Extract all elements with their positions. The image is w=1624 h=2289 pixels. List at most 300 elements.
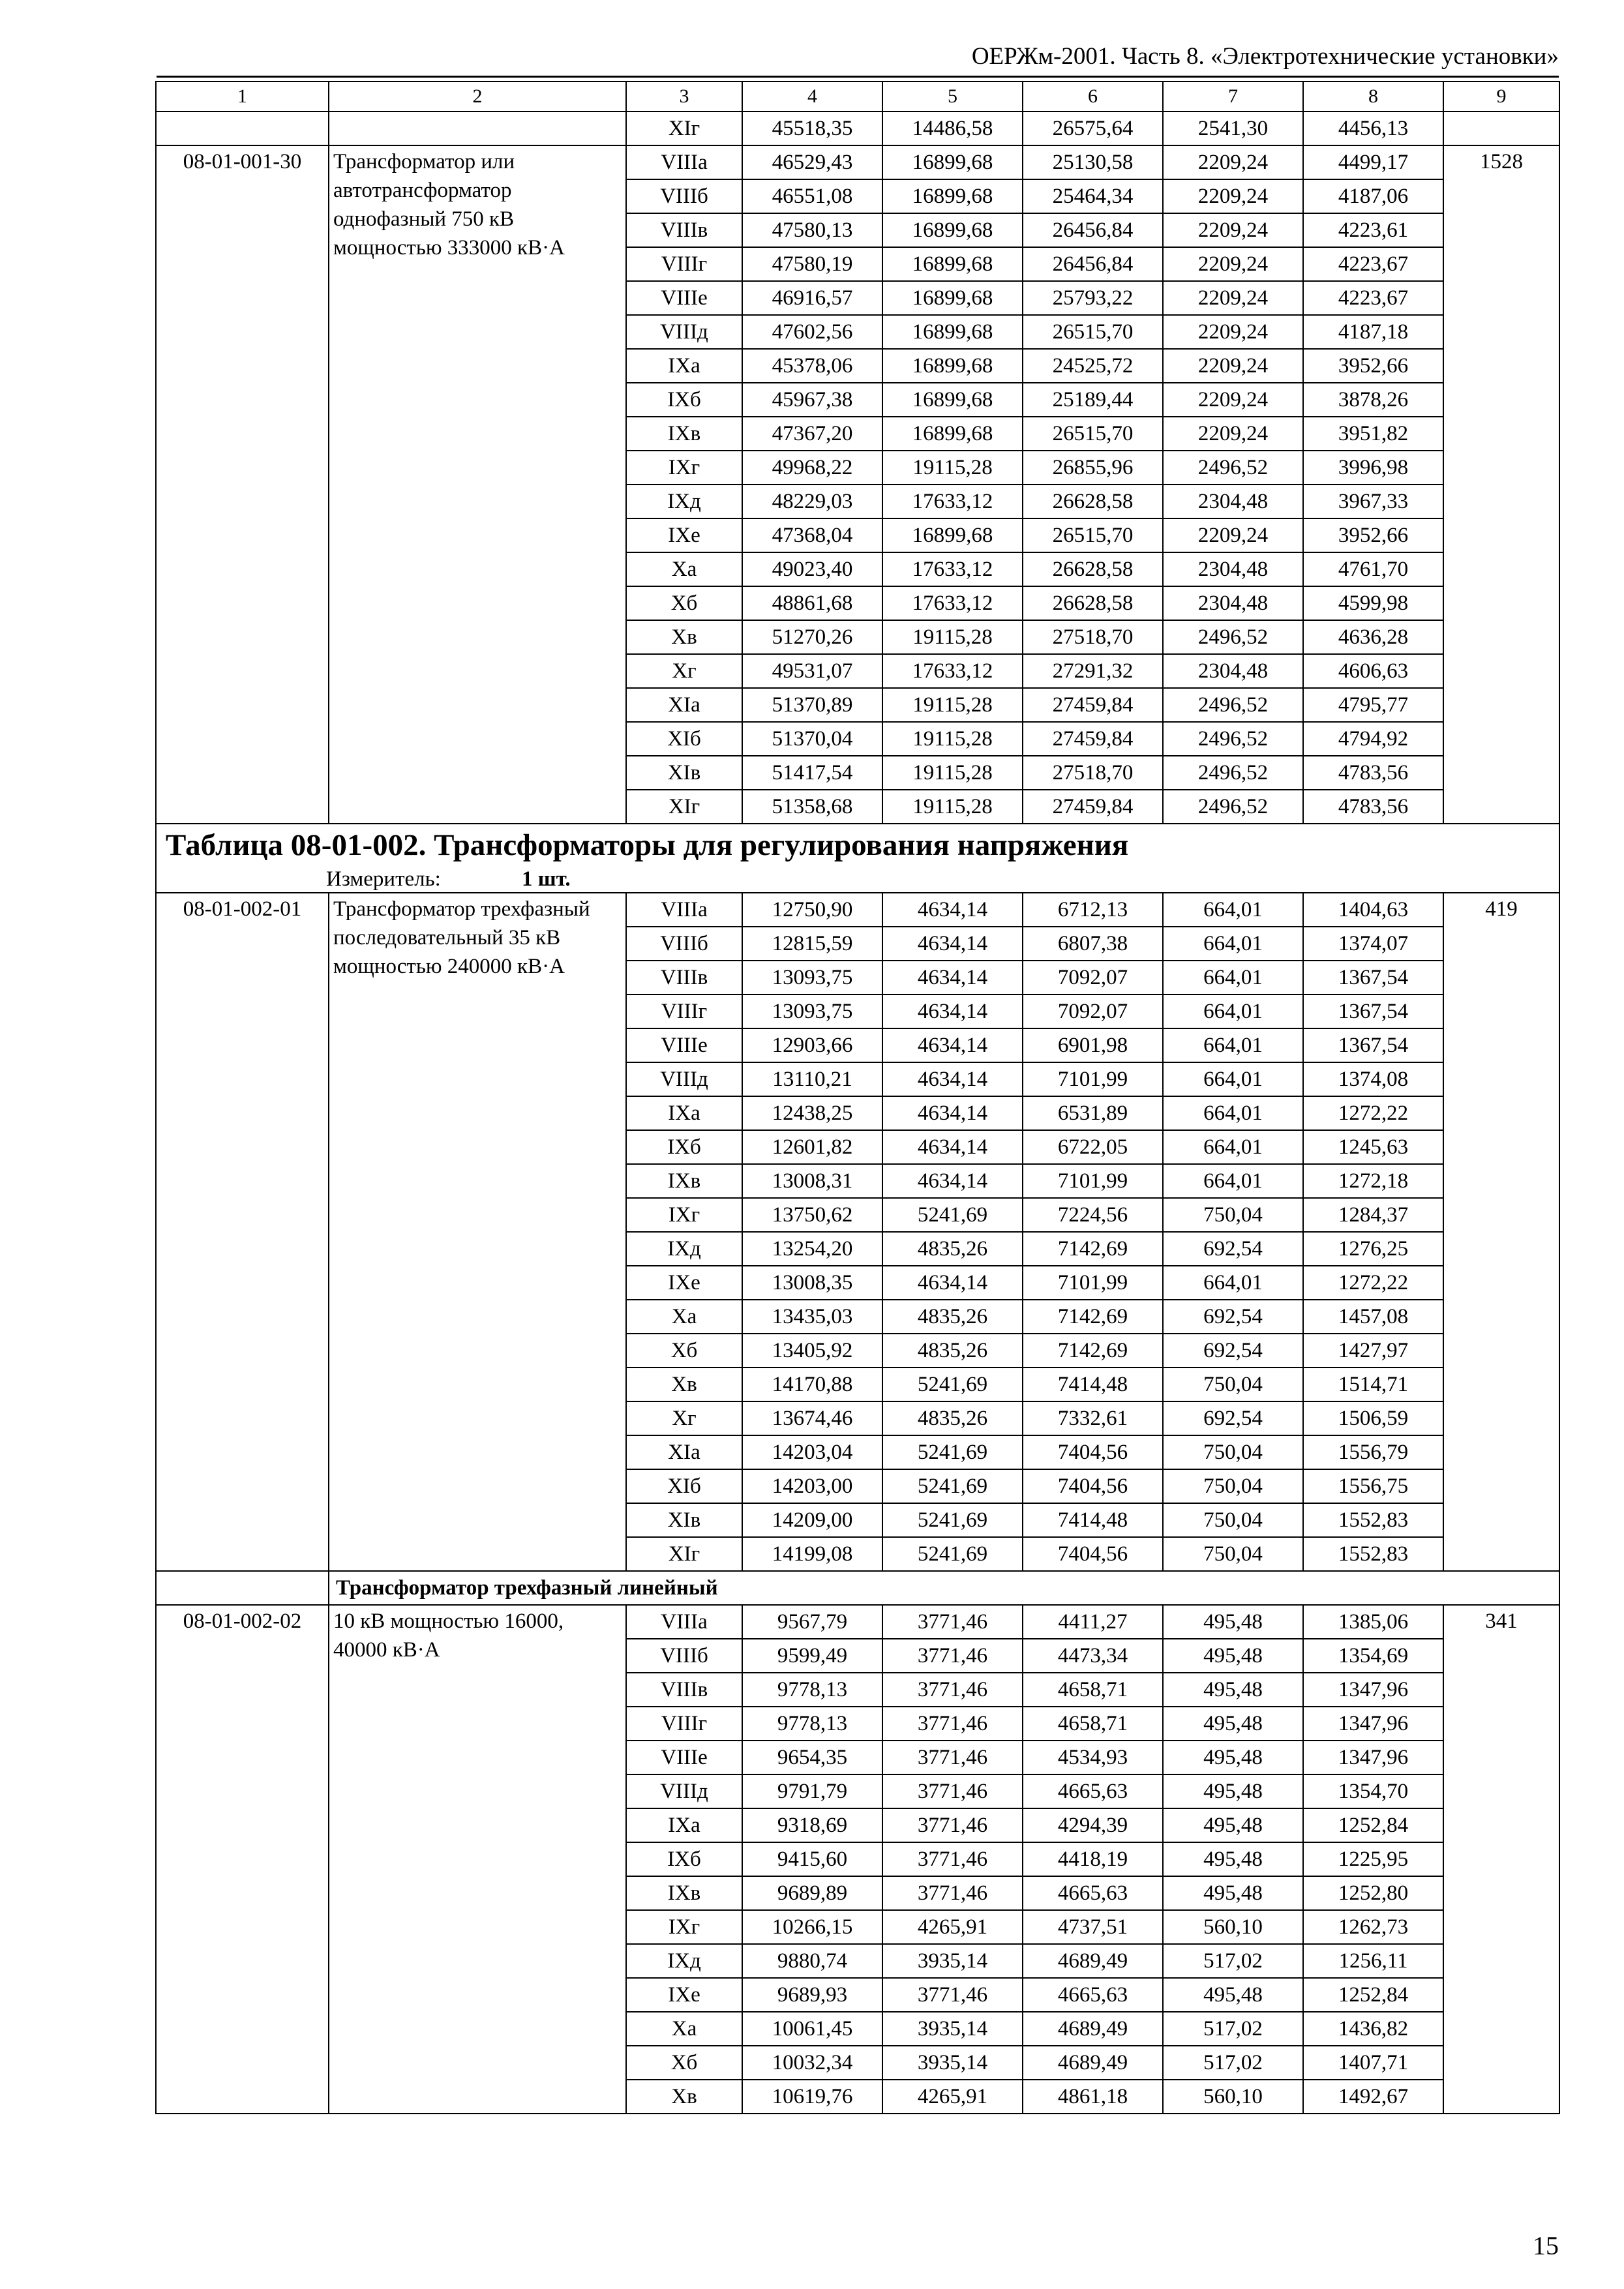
- value-cell: 4223,61: [1303, 213, 1443, 247]
- zone-cell: Xв: [626, 620, 742, 654]
- column-number: 3: [626, 82, 742, 112]
- value-cell: 4689,49: [1023, 2012, 1163, 2046]
- value-cell: 2496,52: [1163, 790, 1303, 824]
- value-cell: 4599,98: [1303, 586, 1443, 620]
- value-cell: 1262,73: [1303, 1910, 1443, 1944]
- zone-cell: VIIIб: [626, 179, 742, 213]
- zone-cell: IXг: [626, 451, 742, 485]
- value-cell: 1252,84: [1303, 1978, 1443, 2012]
- zone-cell: VIIIе: [626, 1028, 742, 1062]
- column-number: 8: [1303, 82, 1443, 112]
- value-cell: 5241,69: [882, 1469, 1023, 1503]
- value-cell: 4783,56: [1303, 756, 1443, 790]
- value-cell: 19115,28: [882, 756, 1023, 790]
- value-cell: 7414,48: [1023, 1368, 1163, 1401]
- value-cell: 1347,96: [1303, 1673, 1443, 1707]
- value-cell: 9689,93: [742, 1978, 882, 2012]
- value-cell: 3771,46: [882, 1639, 1023, 1673]
- value-cell: 13254,20: [742, 1232, 882, 1266]
- value-cell: 10619,76: [742, 2080, 882, 2114]
- value-cell: 1367,54: [1303, 1028, 1443, 1062]
- value-cell: 4223,67: [1303, 247, 1443, 281]
- zone-cell: VIIIд: [626, 1774, 742, 1808]
- zone-cell: IXв: [626, 417, 742, 451]
- value-cell: 664,01: [1163, 1130, 1303, 1164]
- value-cell: 2304,48: [1163, 485, 1303, 518]
- value-cell: 27518,70: [1023, 620, 1163, 654]
- value-cell: 19115,28: [882, 620, 1023, 654]
- value-cell: 4634,14: [882, 1096, 1023, 1130]
- value-cell: 1272,18: [1303, 1164, 1443, 1198]
- value-cell: 17633,12: [882, 485, 1023, 518]
- value-cell: 495,48: [1163, 1707, 1303, 1741]
- value-cell: 6712,13: [1023, 893, 1163, 927]
- value-cell: 3935,14: [882, 1944, 1023, 1978]
- zone-cell: IXа: [626, 1808, 742, 1842]
- value-cell: 692,54: [1163, 1232, 1303, 1266]
- value-cell: 2209,24: [1163, 179, 1303, 213]
- item-code: 08-01-001-30: [156, 145, 329, 824]
- measure-row: [156, 866, 1559, 893]
- value-cell: 1347,96: [1303, 1707, 1443, 1741]
- value-cell: 7414,48: [1023, 1503, 1163, 1537]
- zone-cell: VIIIв: [626, 961, 742, 995]
- value-cell: 7142,69: [1023, 1334, 1163, 1368]
- zone-cell: VIIIг: [626, 995, 742, 1028]
- value-cell: 13008,35: [742, 1266, 882, 1300]
- value-cell: 4783,56: [1303, 790, 1443, 824]
- value-cell: 4658,71: [1023, 1673, 1163, 1707]
- value-cell: 27459,84: [1023, 688, 1163, 722]
- zone-cell: VIIIд: [626, 1062, 742, 1096]
- measure-cell: [156, 866, 1559, 893]
- value-cell: 495,48: [1163, 1741, 1303, 1774]
- value-cell: 7404,56: [1023, 1469, 1163, 1503]
- value-cell: 1272,22: [1303, 1096, 1443, 1130]
- page-number: 15: [1533, 2231, 1559, 2260]
- zone-cell: XIг: [626, 112, 742, 145]
- zone-cell: XIг: [626, 1537, 742, 1571]
- value-cell: 1552,83: [1303, 1503, 1443, 1537]
- zone-cell: VIIIе: [626, 281, 742, 315]
- value-cell: 664,01: [1163, 1028, 1303, 1062]
- value-cell: 495,48: [1163, 1673, 1303, 1707]
- value-cell: 750,04: [1163, 1368, 1303, 1401]
- blank-cell: [329, 112, 626, 145]
- value-cell: 4835,26: [882, 1401, 1023, 1435]
- value-cell: 1514,71: [1303, 1368, 1443, 1401]
- table-title: Таблица 08-01-002. Трансформаторы для регулирования напряжения: [156, 824, 1559, 866]
- value-cell: 2496,52: [1163, 620, 1303, 654]
- zone-cell: IXб: [626, 1130, 742, 1164]
- value-cell: 750,04: [1163, 1469, 1303, 1503]
- zone-cell: XIв: [626, 1503, 742, 1537]
- zone-cell: IXг: [626, 1198, 742, 1232]
- item-code: 08-01-002-01: [156, 893, 329, 1571]
- value-cell: 16899,68: [882, 281, 1023, 315]
- value-cell: 26628,58: [1023, 552, 1163, 586]
- value-cell: 12903,66: [742, 1028, 882, 1062]
- zone-cell: XIв: [626, 756, 742, 790]
- value-cell: 2209,24: [1163, 349, 1303, 383]
- value-cell: 4634,14: [882, 961, 1023, 995]
- value-cell: 4665,63: [1023, 1774, 1163, 1808]
- value-cell: 4634,14: [882, 1266, 1023, 1300]
- value-cell: 9778,13: [742, 1707, 882, 1741]
- value-cell: 1407,71: [1303, 2046, 1443, 2080]
- value-cell: 25130,58: [1023, 145, 1163, 179]
- item-code: 08-01-002-02: [156, 1605, 329, 2114]
- value-cell: 6807,38: [1023, 927, 1163, 961]
- zone-cell: IXд: [626, 1944, 742, 1978]
- value-cell: 9567,79: [742, 1605, 882, 1639]
- value-cell: 9654,35: [742, 1741, 882, 1774]
- zone-cell: VIIIг: [626, 1707, 742, 1741]
- value-cell: 13405,92: [742, 1334, 882, 1368]
- mass-cell: 1528: [1443, 145, 1559, 824]
- column-number: 2: [329, 82, 626, 112]
- zone-cell: Xв: [626, 2080, 742, 2114]
- value-cell: 4689,49: [1023, 1944, 1163, 1978]
- value-cell: 750,04: [1163, 1198, 1303, 1232]
- value-cell: 10061,45: [742, 2012, 882, 2046]
- value-cell: 14486,58: [882, 112, 1023, 145]
- value-cell: 4294,39: [1023, 1808, 1163, 1842]
- value-cell: 4634,14: [882, 1130, 1023, 1164]
- subheading: Трансформатор трехфазный линейный: [329, 1571, 1559, 1605]
- value-cell: 1276,25: [1303, 1232, 1443, 1266]
- value-cell: 46551,08: [742, 179, 882, 213]
- value-cell: 27459,84: [1023, 790, 1163, 824]
- zone-cell: Xб: [626, 586, 742, 620]
- value-cell: 2209,24: [1163, 383, 1303, 417]
- value-cell: 9689,89: [742, 1876, 882, 1910]
- value-cell: 4835,26: [882, 1300, 1023, 1334]
- value-cell: 4634,14: [882, 1062, 1023, 1096]
- value-cell: 47580,13: [742, 213, 882, 247]
- zone-cell: VIIIв: [626, 213, 742, 247]
- value-cell: 4606,63: [1303, 654, 1443, 688]
- value-cell: 26515,70: [1023, 315, 1163, 349]
- value-cell: 46529,43: [742, 145, 882, 179]
- value-cell: 3771,46: [882, 1707, 1023, 1741]
- value-cell: 13110,21: [742, 1062, 882, 1096]
- value-cell: 3935,14: [882, 2046, 1023, 2080]
- value-cell: 17633,12: [882, 552, 1023, 586]
- value-cell: 4265,91: [882, 1910, 1023, 1944]
- value-cell: 664,01: [1163, 1062, 1303, 1096]
- value-cell: 25189,44: [1023, 383, 1163, 417]
- value-cell: 1284,37: [1303, 1198, 1443, 1232]
- table-row: [156, 112, 1559, 145]
- value-cell: 692,54: [1163, 1334, 1303, 1368]
- value-cell: 2209,24: [1163, 213, 1303, 247]
- value-cell: 9415,60: [742, 1842, 882, 1876]
- value-cell: 4634,14: [882, 893, 1023, 927]
- value-cell: 13008,31: [742, 1164, 882, 1198]
- value-cell: 1256,11: [1303, 1944, 1443, 1978]
- value-cell: 10032,34: [742, 2046, 882, 2080]
- value-cell: 47368,04: [742, 518, 882, 552]
- value-cell: 14209,00: [742, 1503, 882, 1537]
- value-cell: 5241,69: [882, 1435, 1023, 1469]
- mass-cell: 341: [1443, 1605, 1559, 2114]
- value-cell: 45518,35: [742, 112, 882, 145]
- zone-cell: VIIIд: [626, 315, 742, 349]
- column-number: 9: [1443, 82, 1559, 112]
- value-cell: 4636,28: [1303, 620, 1443, 654]
- value-cell: 750,04: [1163, 1435, 1303, 1469]
- value-cell: 7101,99: [1023, 1062, 1163, 1096]
- zone-cell: IXв: [626, 1876, 742, 1910]
- zone-cell: XIг: [626, 790, 742, 824]
- value-cell: 9318,69: [742, 1808, 882, 1842]
- value-cell: 7142,69: [1023, 1300, 1163, 1334]
- value-cell: 16899,68: [882, 179, 1023, 213]
- zone-cell: IXв: [626, 1164, 742, 1198]
- value-cell: 49531,07: [742, 654, 882, 688]
- value-cell: 4835,26: [882, 1232, 1023, 1266]
- zone-cell: Xг: [626, 1401, 742, 1435]
- value-cell: 47580,19: [742, 247, 882, 281]
- value-cell: 47602,56: [742, 315, 882, 349]
- value-cell: 26515,70: [1023, 417, 1163, 451]
- value-cell: 4634,14: [882, 1028, 1023, 1062]
- zone-cell: IXг: [626, 1910, 742, 1944]
- value-cell: 25793,22: [1023, 281, 1163, 315]
- value-cell: 19115,28: [882, 790, 1023, 824]
- value-cell: 5241,69: [882, 1368, 1023, 1401]
- value-cell: 7332,61: [1023, 1401, 1163, 1435]
- zone-cell: VIIIв: [626, 1673, 742, 1707]
- value-cell: 2496,52: [1163, 451, 1303, 485]
- value-cell: 1385,06: [1303, 1605, 1443, 1639]
- value-cell: 517,02: [1163, 2012, 1303, 2046]
- zone-cell: Xг: [626, 654, 742, 688]
- zone-cell: Xб: [626, 1334, 742, 1368]
- column-number: 7: [1163, 82, 1303, 112]
- value-cell: 27518,70: [1023, 756, 1163, 790]
- column-number: 5: [882, 82, 1023, 112]
- value-cell: 3952,66: [1303, 349, 1443, 383]
- value-cell: 7101,99: [1023, 1164, 1163, 1198]
- value-cell: 1436,82: [1303, 2012, 1443, 2046]
- value-cell: 3771,46: [882, 1842, 1023, 1876]
- zone-cell: XIб: [626, 722, 742, 756]
- value-cell: 7092,07: [1023, 995, 1163, 1028]
- value-cell: 3771,46: [882, 1774, 1023, 1808]
- value-cell: 664,01: [1163, 1164, 1303, 1198]
- value-cell: 1245,63: [1303, 1130, 1443, 1164]
- value-cell: 495,48: [1163, 1639, 1303, 1673]
- value-cell: 16899,68: [882, 247, 1023, 281]
- zone-cell: XIа: [626, 1435, 742, 1469]
- value-cell: 51358,68: [742, 790, 882, 824]
- value-cell: 19115,28: [882, 688, 1023, 722]
- value-cell: 48861,68: [742, 586, 882, 620]
- value-cell: 26515,70: [1023, 518, 1163, 552]
- value-cell: 7404,56: [1023, 1435, 1163, 1469]
- value-cell: 664,01: [1163, 995, 1303, 1028]
- value-cell: 517,02: [1163, 2046, 1303, 2080]
- value-cell: 1506,59: [1303, 1401, 1443, 1435]
- value-cell: 3951,82: [1303, 417, 1443, 451]
- value-cell: 664,01: [1163, 927, 1303, 961]
- value-cell: 25464,34: [1023, 179, 1163, 213]
- value-cell: 3952,66: [1303, 518, 1443, 552]
- value-cell: 1556,79: [1303, 1435, 1443, 1469]
- value-cell: 48229,03: [742, 485, 882, 518]
- value-cell: 4634,14: [882, 995, 1023, 1028]
- item-description: Трансформатор трехфазный последовательный 35 кВ мощностью 240000 кВ·А: [329, 893, 626, 1571]
- value-cell: 5241,69: [882, 1503, 1023, 1537]
- value-cell: 4658,71: [1023, 1707, 1163, 1741]
- value-cell: 3771,46: [882, 1978, 1023, 2012]
- blank-cell: [156, 112, 329, 145]
- value-cell: 4835,26: [882, 1334, 1023, 1368]
- value-cell: 2209,24: [1163, 315, 1303, 349]
- zone-cell: VIIIа: [626, 1605, 742, 1639]
- value-cell: 2209,24: [1163, 518, 1303, 552]
- item-description: 10 кВ мощностью 16000, 40000 кВ·А: [329, 1605, 626, 2114]
- zone-cell: VIIIа: [626, 145, 742, 179]
- zone-cell: VIIIа: [626, 893, 742, 927]
- value-cell: 14199,08: [742, 1537, 882, 1571]
- item-description: Трансформатор или автотрансформатор однофазный 750 кВ мощностью 333000 кВ·А: [329, 145, 626, 824]
- value-cell: 17633,12: [882, 586, 1023, 620]
- value-cell: 1457,08: [1303, 1300, 1443, 1334]
- table-row: [156, 893, 1559, 927]
- value-cell: 2304,48: [1163, 552, 1303, 586]
- value-cell: 4187,06: [1303, 179, 1443, 213]
- zone-cell: VIIIг: [626, 247, 742, 281]
- value-cell: 24525,72: [1023, 349, 1163, 383]
- value-cell: 16899,68: [882, 213, 1023, 247]
- value-cell: 13750,62: [742, 1198, 882, 1232]
- value-cell: 47367,20: [742, 417, 882, 451]
- table-row: [156, 1605, 1559, 1639]
- value-cell: 3996,98: [1303, 451, 1443, 485]
- value-cell: 26456,84: [1023, 247, 1163, 281]
- value-cell: 4861,18: [1023, 2080, 1163, 2114]
- value-cell: 10266,15: [742, 1910, 882, 1944]
- subheading-row: [156, 1571, 1559, 1605]
- value-cell: 9778,13: [742, 1673, 882, 1707]
- value-cell: 692,54: [1163, 1401, 1303, 1435]
- value-cell: 1552,83: [1303, 1537, 1443, 1571]
- value-cell: 27459,84: [1023, 722, 1163, 756]
- value-cell: 750,04: [1163, 1503, 1303, 1537]
- value-cell: 4411,27: [1023, 1605, 1163, 1639]
- table-title-row: [156, 824, 1559, 866]
- value-cell: 26628,58: [1023, 485, 1163, 518]
- value-cell: 16899,68: [882, 383, 1023, 417]
- value-cell: 1492,67: [1303, 2080, 1443, 2114]
- value-cell: 13093,75: [742, 961, 882, 995]
- zone-cell: Xа: [626, 552, 742, 586]
- value-cell: 9880,74: [742, 1944, 882, 1978]
- value-cell: 45967,38: [742, 383, 882, 417]
- value-cell: 1404,63: [1303, 893, 1443, 927]
- zone-cell: IXд: [626, 485, 742, 518]
- value-cell: 4456,13: [1303, 112, 1443, 145]
- zone-cell: IXе: [626, 1978, 742, 2012]
- value-cell: 13674,46: [742, 1401, 882, 1435]
- value-cell: 26855,96: [1023, 451, 1163, 485]
- value-cell: 4634,14: [882, 927, 1023, 961]
- zone-cell: IXб: [626, 383, 742, 417]
- value-cell: 14170,88: [742, 1368, 882, 1401]
- value-cell: 664,01: [1163, 961, 1303, 995]
- value-cell: 4737,51: [1023, 1910, 1163, 1944]
- zone-cell: XIб: [626, 1469, 742, 1503]
- zone-cell: IXд: [626, 1232, 742, 1266]
- zone-cell: Xа: [626, 2012, 742, 2046]
- mass-cell: 419: [1443, 893, 1559, 1571]
- value-cell: 495,48: [1163, 1842, 1303, 1876]
- value-cell: 13093,75: [742, 995, 882, 1028]
- value-cell: 14203,04: [742, 1435, 882, 1469]
- value-cell: 14203,00: [742, 1469, 882, 1503]
- running-header: ОЕРЖм-2001. Часть 8. «Электротехнические установки»: [971, 43, 1559, 70]
- value-cell: 4634,14: [882, 1164, 1023, 1198]
- value-cell: 1427,97: [1303, 1334, 1443, 1368]
- value-cell: 51370,89: [742, 688, 882, 722]
- value-cell: 4534,93: [1023, 1741, 1163, 1774]
- blank-cell: [1443, 112, 1559, 145]
- value-cell: 4499,17: [1303, 145, 1443, 179]
- value-cell: 51270,26: [742, 620, 882, 654]
- zone-cell: Xв: [626, 1368, 742, 1401]
- value-cell: 692,54: [1163, 1300, 1303, 1334]
- value-cell: 7092,07: [1023, 961, 1163, 995]
- value-cell: 12601,82: [742, 1130, 882, 1164]
- value-cell: 16899,68: [882, 417, 1023, 451]
- value-cell: 4223,67: [1303, 281, 1443, 315]
- value-cell: 1272,22: [1303, 1266, 1443, 1300]
- value-cell: 12750,90: [742, 893, 882, 927]
- value-cell: 2496,52: [1163, 722, 1303, 756]
- value-cell: 4761,70: [1303, 552, 1443, 586]
- value-cell: 16899,68: [882, 145, 1023, 179]
- zone-cell: IXе: [626, 1266, 742, 1300]
- zone-cell: VIIIб: [626, 1639, 742, 1673]
- value-cell: 46916,57: [742, 281, 882, 315]
- zone-cell: IXб: [626, 1842, 742, 1876]
- column-number: 4: [742, 82, 882, 112]
- value-cell: 3771,46: [882, 1876, 1023, 1910]
- value-cell: 17633,12: [882, 654, 1023, 688]
- measure-value: 1 шт.: [522, 867, 571, 891]
- value-cell: 7142,69: [1023, 1232, 1163, 1266]
- value-cell: 517,02: [1163, 1944, 1303, 1978]
- value-cell: 6531,89: [1023, 1096, 1163, 1130]
- value-cell: 6901,98: [1023, 1028, 1163, 1062]
- value-cell: 3771,46: [882, 1673, 1023, 1707]
- value-cell: 1354,70: [1303, 1774, 1443, 1808]
- header-rule: [157, 76, 1559, 78]
- value-cell: 560,10: [1163, 1910, 1303, 1944]
- value-cell: 26575,64: [1023, 112, 1163, 145]
- value-cell: 750,04: [1163, 1537, 1303, 1571]
- value-cell: 16899,68: [882, 315, 1023, 349]
- value-cell: 5241,69: [882, 1537, 1023, 1571]
- value-cell: 495,48: [1163, 1808, 1303, 1842]
- value-cell: 26456,84: [1023, 213, 1163, 247]
- table-row: [156, 145, 1559, 179]
- value-cell: 1252,84: [1303, 1808, 1443, 1842]
- value-cell: 4794,92: [1303, 722, 1443, 756]
